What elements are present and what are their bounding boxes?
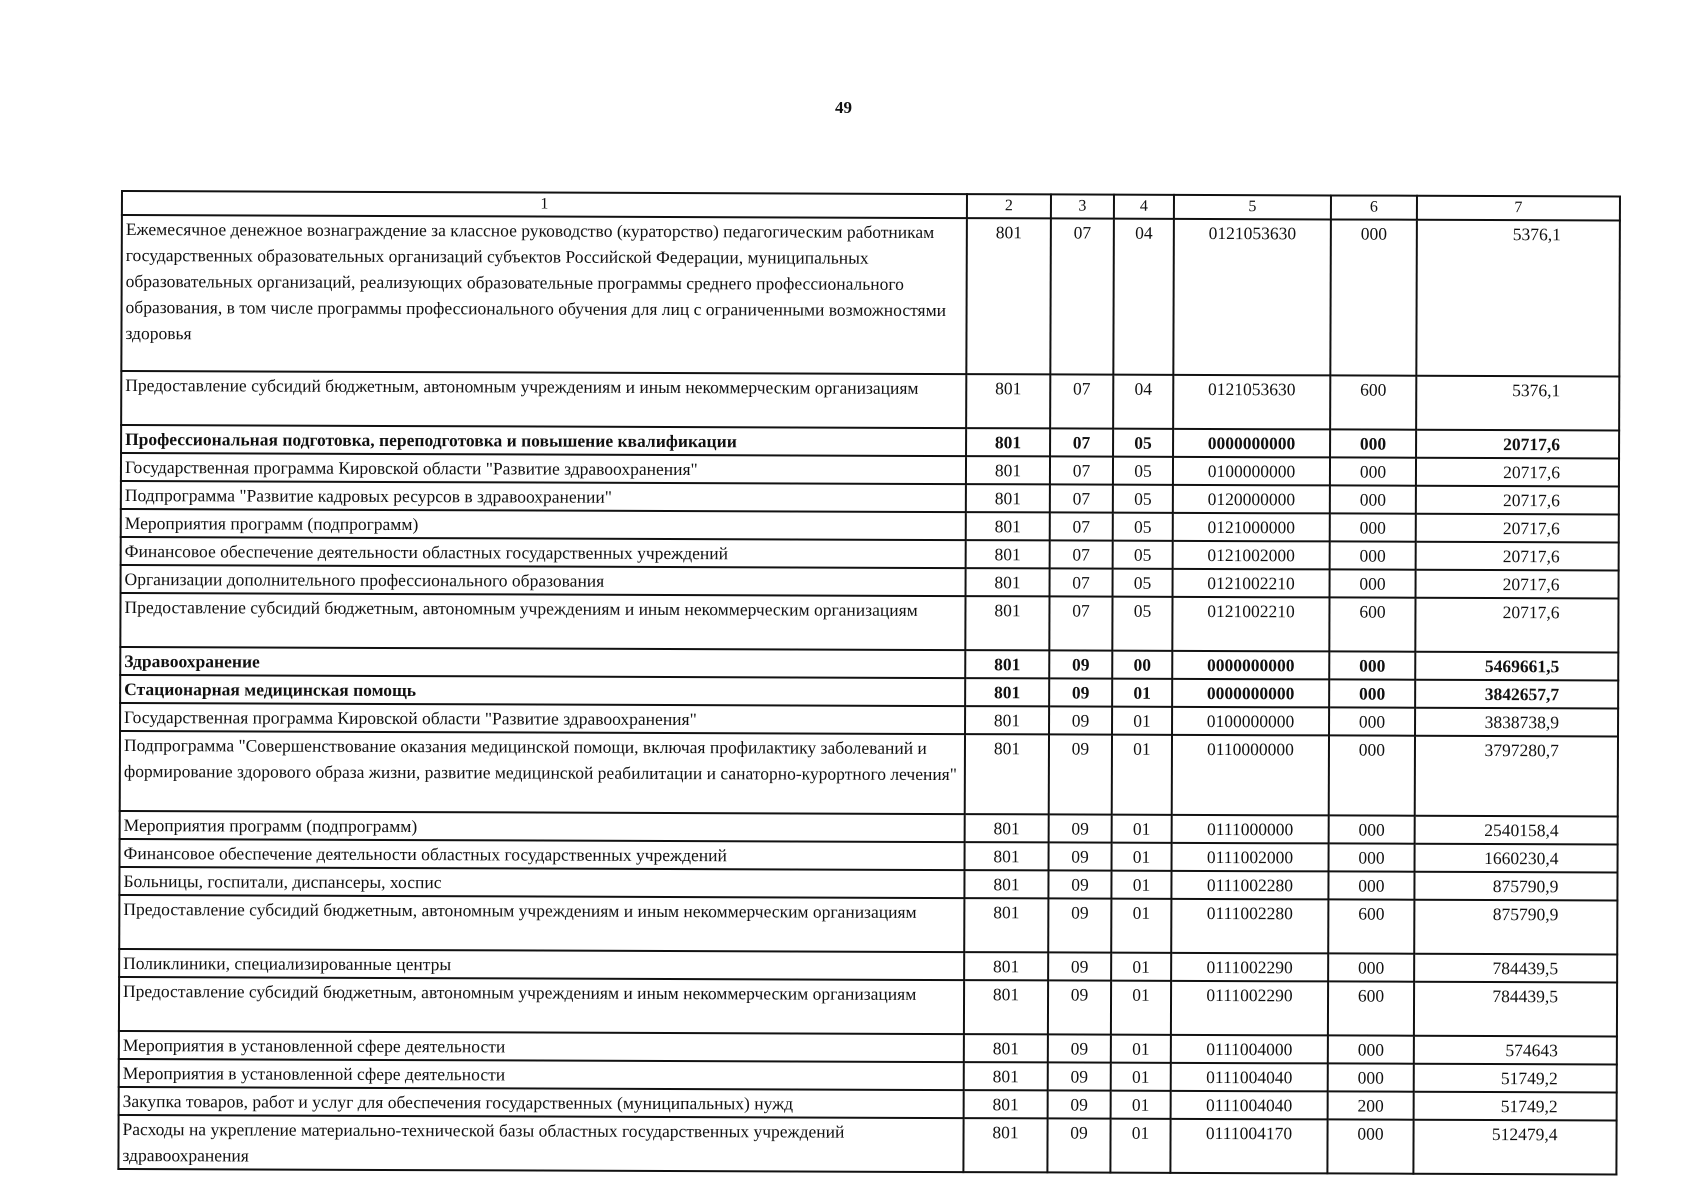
column-header: 2 <box>967 194 1051 218</box>
row-code-expense-type: 000 <box>1329 707 1415 735</box>
row-code-target: 0121053630 <box>1173 219 1331 376</box>
row-code-section: 07 <box>1050 568 1113 596</box>
column-header: 5 <box>1174 195 1331 220</box>
row-code-section: 09 <box>1048 1034 1111 1062</box>
row-code-target: 0111002280 <box>1171 871 1328 900</box>
row-code-section: 09 <box>1048 952 1111 980</box>
row-code-ministry: 801 <box>964 870 1048 898</box>
row-amount: 20717,6 <box>1416 542 1619 571</box>
table-row <box>119 977 1617 1036</box>
row-code-section: 09 <box>1049 814 1112 842</box>
table-row <box>121 371 1619 430</box>
row-code-target: 0111002000 <box>1172 843 1329 872</box>
row-code-ministry: 801 <box>966 456 1050 484</box>
table-row <box>118 1115 1616 1174</box>
row-amount: 5376,1 <box>1416 376 1619 431</box>
row-description: Закупка товаров, работ и услуг для обеспечения государственных (муниципальных) нужд <box>119 1087 964 1118</box>
row-description: Мероприятия программ (подпрограмм) <box>120 811 965 842</box>
row-code-subsection: 04 <box>1113 375 1173 429</box>
row-code-section: 09 <box>1047 1118 1110 1172</box>
row-code-section: 09 <box>1049 734 1112 814</box>
row-code-section: 07 <box>1049 596 1112 650</box>
budget-table <box>117 190 1621 1175</box>
row-code-expense-type: 600 <box>1328 981 1414 1035</box>
row-code-expense-type: 000 <box>1328 953 1414 981</box>
table-row <box>119 895 1617 954</box>
row-code-section: 09 <box>1049 650 1112 678</box>
row-code-target: 0120000000 <box>1173 485 1330 514</box>
row-code-expense-type: 000 <box>1328 1063 1414 1091</box>
column-header: 6 <box>1331 195 1417 219</box>
row-code-subsection: 01 <box>1111 1091 1171 1119</box>
row-description: Ежемесячное денежное вознаграждение за классное руководство (кураторство) педагогическим работникам государственных образовательных организаций субъектов Российской Федерации, муниципальных образовательных организаций, реализующих образовательные программы среднего профессионального образования, в том числе программы профессионального обучения для лиц с ограниченными возможностями здоровья <box>121 215 967 374</box>
row-code-ministry: 801 <box>966 428 1050 456</box>
row-code-subsection: 01 <box>1112 843 1172 871</box>
row-amount: 784439,5 <box>1414 982 1617 1037</box>
row-description: Мероприятия в установленной сфере деятельности <box>119 1031 964 1062</box>
row-code-section: 07 <box>1050 540 1113 568</box>
row-amount: 3797280,7 <box>1415 736 1618 817</box>
row-amount: 875790,9 <box>1414 872 1617 901</box>
row-description: Предоставление субсидий бюджетным, автономным учреждениям и иным некоммерческим организациям <box>119 895 964 952</box>
row-code-target: 0121000000 <box>1173 513 1330 542</box>
row-code-subsection: 01 <box>1111 953 1171 981</box>
row-code-subsection: 01 <box>1112 707 1172 735</box>
row-description: Здравоохранение <box>120 647 965 678</box>
row-description: Подпрограмма "Развитие кадровых ресурсов в здравоохранении" <box>121 481 966 512</box>
row-description: Финансовое обеспечение деятельности областных государственных учреждений <box>121 537 966 568</box>
row-description: Организации дополнительного профессионального образования <box>121 565 966 596</box>
row-code-expense-type: 000 <box>1328 1035 1414 1063</box>
row-code-section: 09 <box>1048 1062 1111 1090</box>
row-code-ministry: 801 <box>964 980 1048 1034</box>
row-code-subsection: 05 <box>1113 485 1173 513</box>
row-code-section: 07 <box>1050 512 1113 540</box>
row-code-subsection: 01 <box>1111 899 1171 953</box>
column-header: 3 <box>1051 194 1114 218</box>
row-amount: 20717,6 <box>1416 486 1619 515</box>
row-code-expense-type: 000 <box>1327 1119 1413 1173</box>
row-code-ministry: 801 <box>965 814 1049 842</box>
row-code-section: 09 <box>1049 842 1112 870</box>
column-header: 1 <box>122 191 967 218</box>
row-code-expense-type: 000 <box>1330 541 1416 569</box>
row-description: Финансовое обеспечение деятельности областных государственных учреждений <box>120 839 965 870</box>
row-code-expense-type: 600 <box>1330 375 1416 429</box>
row-code-section: 09 <box>1048 898 1111 952</box>
row-code-expense-type: 000 <box>1329 735 1415 815</box>
row-code-expense-type: 000 <box>1328 871 1414 899</box>
row-code-subsection: 01 <box>1111 871 1171 899</box>
row-code-expense-type: 000 <box>1329 651 1415 679</box>
row-code-section: 09 <box>1049 678 1112 706</box>
row-description: Расходы на укрепление материально-технической базы областных государственных учреждений здравоохранения <box>118 1115 963 1172</box>
row-code-subsection: 05 <box>1112 597 1172 651</box>
row-code-expense-type: 600 <box>1329 597 1415 651</box>
row-code-section: 07 <box>1050 374 1113 428</box>
row-code-ministry: 801 <box>965 706 1049 734</box>
row-code-target: 0111000000 <box>1172 815 1329 844</box>
row-description: Предоставление субсидий бюджетным, автономным учреждениям и иным некоммерческим организациям <box>119 977 964 1034</box>
row-code-target: 0000000000 <box>1173 429 1330 458</box>
row-code-ministry: 801 <box>964 1062 1048 1090</box>
row-code-target: 0111002290 <box>1171 981 1328 1036</box>
row-amount: 20717,6 <box>1416 430 1619 459</box>
row-code-ministry: 801 <box>966 218 1051 374</box>
row-code-target: 0121002210 <box>1172 597 1329 652</box>
row-code-target: 0111004040 <box>1171 1091 1328 1120</box>
row-description: Государственная программа Кировской области "Развитие здравоохранения" <box>120 703 965 734</box>
row-code-ministry: 801 <box>966 484 1050 512</box>
row-code-target: 0110000000 <box>1172 735 1329 816</box>
row-code-target: 0111002290 <box>1171 953 1328 982</box>
row-code-expense-type: 000 <box>1330 485 1416 513</box>
row-amount: 2540158,4 <box>1415 816 1618 845</box>
row-code-ministry: 801 <box>964 1090 1048 1118</box>
row-code-ministry: 801 <box>966 568 1050 596</box>
row-amount: 51749,2 <box>1414 1092 1617 1121</box>
row-code-subsection: 05 <box>1113 569 1173 597</box>
row-amount: 3838738,9 <box>1415 708 1618 737</box>
row-amount: 1660230,4 <box>1415 844 1618 873</box>
row-code-ministry: 801 <box>965 678 1049 706</box>
row-code-subsection: 04 <box>1113 219 1174 375</box>
row-code-target: 0121002210 <box>1173 569 1330 598</box>
row-code-subsection: 05 <box>1113 513 1173 541</box>
row-code-target: 0000000000 <box>1172 679 1329 708</box>
row-code-ministry: 801 <box>965 596 1049 650</box>
row-description: Подпрограмма "Совершенствование оказания медицинской помощи, включая профилактику заболеваний и формирование здорового образа жизни, развитие медицинской реабилитации и санаторно-курортного лечения" <box>120 731 965 814</box>
row-description: Мероприятия программ (подпрограмм) <box>121 509 966 540</box>
row-code-expense-type: 000 <box>1329 815 1415 843</box>
row-code-target: 0111002280 <box>1171 899 1328 954</box>
row-code-subsection: 01 <box>1110 1119 1170 1173</box>
row-code-target: 0111004000 <box>1171 1035 1328 1064</box>
row-code-subsection: 05 <box>1113 457 1173 485</box>
row-code-subsection: 01 <box>1111 1035 1171 1063</box>
row-code-target: 0121002000 <box>1173 541 1330 570</box>
row-amount: 875790,9 <box>1414 900 1617 955</box>
page-number: 49 <box>835 98 852 117</box>
row-code-expense-type: 000 <box>1330 457 1416 485</box>
row-code-ministry: 801 <box>966 540 1050 568</box>
row-code-expense-type: 000 <box>1330 569 1416 597</box>
row-code-subsection: 01 <box>1111 1063 1171 1091</box>
column-header: 4 <box>1114 195 1174 219</box>
row-description: Государственная программа Кировской области "Развитие здравоохранения" <box>121 453 966 484</box>
row-code-subsection: 01 <box>1112 815 1172 843</box>
row-amount: 512479,4 <box>1413 1120 1616 1175</box>
row-code-expense-type: 200 <box>1328 1091 1414 1119</box>
row-code-subsection: 01 <box>1111 981 1171 1035</box>
row-amount: 5469661,5 <box>1415 652 1618 681</box>
row-amount: 20717,6 <box>1416 570 1619 599</box>
row-code-expense-type: 000 <box>1329 843 1415 871</box>
table-row <box>120 593 1618 652</box>
row-amount: 784439,5 <box>1414 954 1617 983</box>
row-code-target: 0100000000 <box>1173 457 1330 486</box>
row-amount: 20717,6 <box>1416 514 1619 543</box>
row-description: Предоставление субсидий бюджетным, автономным учреждениям и иным некоммерческим организациям <box>121 371 966 428</box>
row-description: Стационарная медицинская помощь <box>120 675 965 706</box>
table-row <box>121 215 1620 376</box>
column-header: 7 <box>1417 196 1620 221</box>
row-amount: 5376,1 <box>1416 220 1620 377</box>
row-amount: 51749,2 <box>1414 1064 1617 1093</box>
row-code-expense-type: 000 <box>1329 679 1415 707</box>
row-code-ministry: 801 <box>966 512 1050 540</box>
row-code-ministry: 801 <box>965 842 1049 870</box>
row-code-section: 07 <box>1050 428 1113 456</box>
row-amount: 20717,6 <box>1415 598 1618 653</box>
row-code-section: 09 <box>1048 870 1111 898</box>
row-code-section: 09 <box>1048 980 1111 1034</box>
row-code-subsection: 01 <box>1112 735 1172 815</box>
row-code-section: 09 <box>1048 1090 1111 1118</box>
row-code-expense-type: 000 <box>1330 219 1417 375</box>
row-code-section: 07 <box>1050 484 1113 512</box>
row-code-target: 0111004170 <box>1170 1119 1327 1174</box>
row-code-ministry: 801 <box>963 1118 1047 1172</box>
row-code-target: 0100000000 <box>1172 707 1329 736</box>
row-code-section: 09 <box>1049 706 1112 734</box>
row-description: Мероприятия в установленной сфере деятельности <box>119 1059 964 1090</box>
row-code-ministry: 801 <box>964 1034 1048 1062</box>
row-code-ministry: 801 <box>964 898 1048 952</box>
row-code-target: 0000000000 <box>1172 651 1329 680</box>
row-description: Больницы, госпитали, диспансеры, хоспис <box>119 867 964 898</box>
row-code-expense-type: 600 <box>1328 899 1414 953</box>
row-description: Предоставление субсидий бюджетным, автономным учреждениям и иным некоммерческим организациям <box>120 593 965 650</box>
row-code-section: 07 <box>1050 456 1113 484</box>
row-code-target: 0121053630 <box>1173 375 1330 430</box>
row-code-ministry: 801 <box>965 650 1049 678</box>
row-description: Поликлиники, специализированные центры <box>119 949 964 980</box>
row-code-ministry: 801 <box>964 952 1048 980</box>
row-amount: 574643 <box>1414 1036 1617 1065</box>
row-code-ministry: 801 <box>966 374 1050 428</box>
row-code-subsection: 05 <box>1113 541 1173 569</box>
row-code-subsection: 01 <box>1112 679 1172 707</box>
row-code-expense-type: 000 <box>1330 513 1416 541</box>
table-row <box>120 731 1618 816</box>
row-code-section: 07 <box>1050 218 1114 374</box>
row-code-expense-type: 000 <box>1330 429 1416 457</box>
row-code-target: 0111004040 <box>1171 1063 1328 1092</box>
row-amount: 20717,6 <box>1416 458 1619 487</box>
row-code-subsection: 05 <box>1113 429 1173 457</box>
row-amount: 3842657,7 <box>1415 680 1618 709</box>
row-code-ministry: 801 <box>965 734 1049 814</box>
row-description: Профессиональная подготовка, переподготовка и повышение квалификации <box>121 425 966 456</box>
row-code-subsection: 00 <box>1112 651 1172 679</box>
